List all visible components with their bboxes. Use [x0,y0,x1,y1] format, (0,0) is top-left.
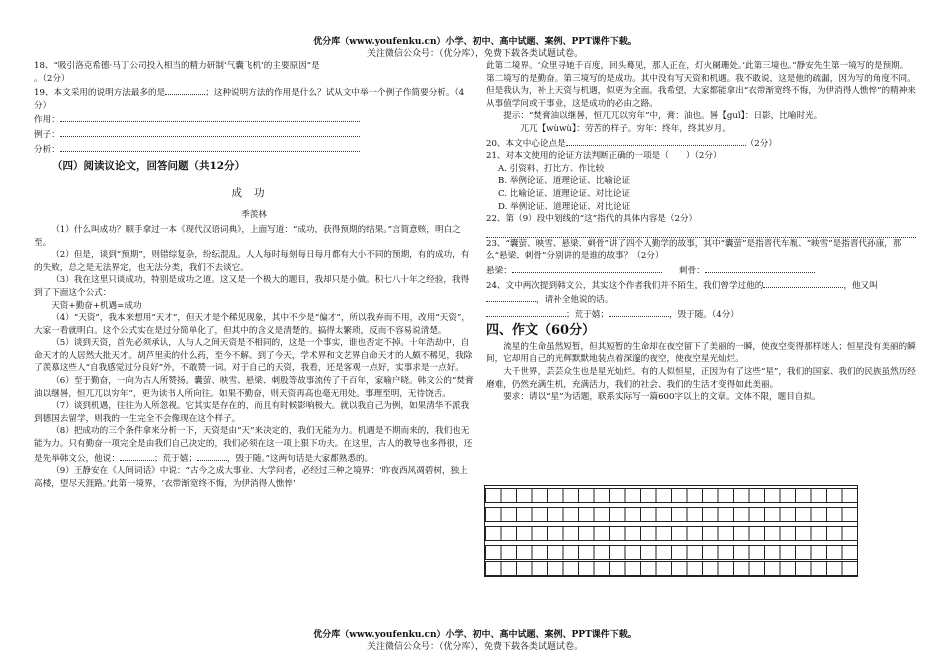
answer-blank[interactable] [60,142,360,152]
grid-row[interactable] [485,561,857,576]
header-line-2: 关注微信公众号：（优分库），免费下载各类试题试卷。 [366,49,583,59]
question-20: 20、本文中心论点是 （2分） [486,136,916,151]
header-line-1: 优分库（www.youfenku.cn）小学、初中、高中试题、案例、PPT课件下载。 [313,37,637,47]
grid-row[interactable] [485,488,857,503]
formula: 天资+勤奋+机遇=成功 [51,300,142,311]
answer-line[interactable] [486,228,916,238]
answer-blank[interactable] [705,263,815,273]
answer-blank[interactable] [486,292,536,302]
question-23: 23、“囊萤、映雪、悬梁、刺骨”讲了四个人勤学的故事，其中“囊萤”是指晋代车胤、“映雪”是指晋代孙康，那么“悬梁、刺骨”分别讲的是谁的故事？（2分） [486,238,902,262]
page-footer [0,629,950,653]
footer-line-1: 优分库（www.youfenku.cn）小学、初中、高中试题、案例、PPT课件下载。 [313,630,637,640]
answer-blank[interactable] [120,451,154,461]
paragraph-9-continued: 此第二境界。‘众里寻她千百度，回头蓦见，那人正在，灯火阑珊处。’此第三境也。”静安先生第一境写的是预期。第二境写的是勤奋。第三境写的是成功。其中没有写天资和机遇。我不敢说，这是他的疏漏，因为写的角度不同。但是我认为，补上天资与机遇，似更为全面。我希望，大家都能拿出“衣带渐宽终不悔，为伊消得人憔悴”的精神来从事值学问或干事业，这是成功的必由之路。 [486,61,916,109]
option-d[interactable]: D. 举例论证、道理论证、对比论证 [498,201,631,212]
question-24: 24、文中两次提到韩文公，其实这个作者我们并不陌生，我们曾学过他的 ，他又叫，请补全他说的话。 [486,278,916,307]
paragraph-2: （2）但是，谈到“预期”，则错综复杂，纷纭混乱。人人每时每刻每日每月都有大小不同的预期，有的成功，有的失败，总之是无法界定，也无法分类，我们不去谈它。 [34,250,470,273]
paragraph-7: （7）谈到机遇，往往为人所忽视。它其实是存在的，而且有时候影响极大。就以我自己为例，如果清华不派我到德国去留学，则我的一生完全不会像现在这个样子。 [34,401,470,424]
page-header [0,36,950,60]
question-24-blanks: ；荒于嬉； ，毁于随。（4分） [486,307,916,322]
paragraph-8: （8）把成功的三个条件拿来分析一下，天资是由“天”来决定的，我们无能为力。机遇是不期而来的，我们也无能为力。只有勤奋一项完全是由我们自己决定的，我们必须在这一项上狠下功夫。在这里，古人的教导也多得很，还是先举韩文公，他说： ；荒于嬉； ，毁于随。”这两句话是大家都熟悉的。 [34,426,473,464]
answer-fenxi: 分析： [34,142,474,157]
question-21: 21、对本文使用的论证方法判断正确的一项是（ ）（2分） [486,151,722,162]
answer-q23: 悬梁： 刺骨： [486,263,916,278]
essay-author: 季羡林 [241,210,267,221]
answer-zuoyong: 作用： [34,112,474,127]
left-column [34,60,474,490]
writing-section-heading: 四、作文（60分） [486,323,596,339]
hint-line-1: 提示：“焚膏油以继晷，恒兀兀以穷年”中，膏：油也。晷【guǐ】：日影，比喻时光。 [503,111,823,122]
answer-blank[interactable] [566,136,746,146]
answer-blank[interactable] [165,85,205,95]
answer-blank[interactable] [197,451,227,461]
right-column [486,60,916,404]
paragraph-1: （1）什么叫成功？顺手拿过一本《现代汉语词典》，上面写道：“成功，获得预期的结果。”言简意赅，明白之至。 [34,224,461,248]
composition-grid[interactable] [484,485,858,577]
paragraph-5: （5）谈到天资，首先必须承认，人与人之间天资是不相同的，这是一个事实，谁也否定不掉。十年浩劫中，自命天才的人居然大批天才。胡芦里卖的什么药，至今不解。到了今天，学术界和文艺界自命天才的人颇不稀见，我除了羡慕这些人“自我感觉过分良好”外，不敢赞一词。对于自己的天资，我看，还是客观一点好，实事求是一点好。 [34,338,473,374]
paragraph-4: （4）“天资”，我本来想用“天才”，但天才是个稀见现象，其中不少是“偏才”，所以我弃而不用，改用“天资”，大家一看就明白。这个公式实在是过分简单化了，但其中的含义是清楚的。搞得太繁琐，反而不容易说清楚。 [34,313,470,336]
answer-blank[interactable] [763,278,843,288]
writing-requirement: 要求：请以“星”为话题，联系实际写一篇600字以上的文章。文体不限，题目自拟。 [503,392,821,403]
writing-prompt-1: 流星的生命虽然短暂，但其短暂的生命却在夜空留下了美丽的一瞬，使夜空变得那样迷人；恒星没有美丽的瞬间，它却用自己的光辉默默地装点着深邃的夜空，使夜空星光灿烂。 [486,341,916,365]
answer-blank[interactable] [609,307,669,317]
question-18-end: 。（2分） [34,73,70,84]
answer-blank[interactable] [60,127,360,137]
question-19: 19、本文采用的说明方法最多的是 ；这种说明方法的作用是什么？试从文中举一个例子作简要分析。（4分） [34,85,474,112]
essay-title: 成功 [231,186,277,199]
section-4-heading: （四）阅读议论文，回答问题（共12分） [52,160,246,173]
paragraph-3: （3）我在这里只谈成功，特别是成功之道。这又是一个极大的题目，我却只是小做。积七八十年之经验，我得到了下面这个公式： [34,275,470,298]
question-18: 18、“吸引洛克希德·马丁公司投入相当的精力研制‘气囊飞机’的主要原因”是 [34,61,320,71]
option-a[interactable]: A. 引资料、打比方、作比较 [498,163,605,174]
hint-line-2: 兀兀【wùwù】：劳苦的样子。穷年：终年，终其岁月。 [520,123,731,134]
grid-row[interactable] [485,507,857,522]
grid-row[interactable] [485,545,857,560]
footer-line-2: 关注微信公众号：（优分库），免费下载各类试题试卷。 [366,642,583,652]
option-b[interactable]: B. 举例论证、道理论证、比喻论证 [498,176,631,187]
writing-prompt-2: 大千世界，芸芸众生也是星光灿烂。有的人似恒星，正因为有了这些“星”，我们的国家、我们的民族虽然历经磨难，仍然充满生机，充满活力，我们的社会、我们的生活才变得如此美丽。 [486,367,916,390]
answer-blank[interactable] [486,307,566,317]
question-22: 22、第（9）段中划线的“这”指代的具体内容是（2分） [486,214,698,225]
answer-blank[interactable] [60,112,360,122]
answer-blank[interactable] [512,263,662,273]
paragraph-9: （9）王静安在《人间词话》中说：“古今之成大事业、大学问者，必经过三种之境界：‘昨夜西风凋碧树，独上高楼，望尽天涯路。’此第一境界，‘衣带渐宽终不悔，为伊消得人憔悴’ [34,466,468,489]
option-c[interactable]: C. 比喻论证、道理论证、对比论证 [498,188,631,199]
answer-lizi: 例子： [34,127,474,142]
paragraph-6: （6）至于勤奋，一向为古人所赞扬。囊萤、映雪、悬梁、刺股等故事流传了千百年，家喻户晓。韩文公的“焚膏油以继晷，恒兀兀以穷年”，更为读书人所向往。如果不勤奋，则天资再高也毫无用处。事理至明，无待饶舌。 [34,376,474,399]
grid-row[interactable] [485,526,857,541]
